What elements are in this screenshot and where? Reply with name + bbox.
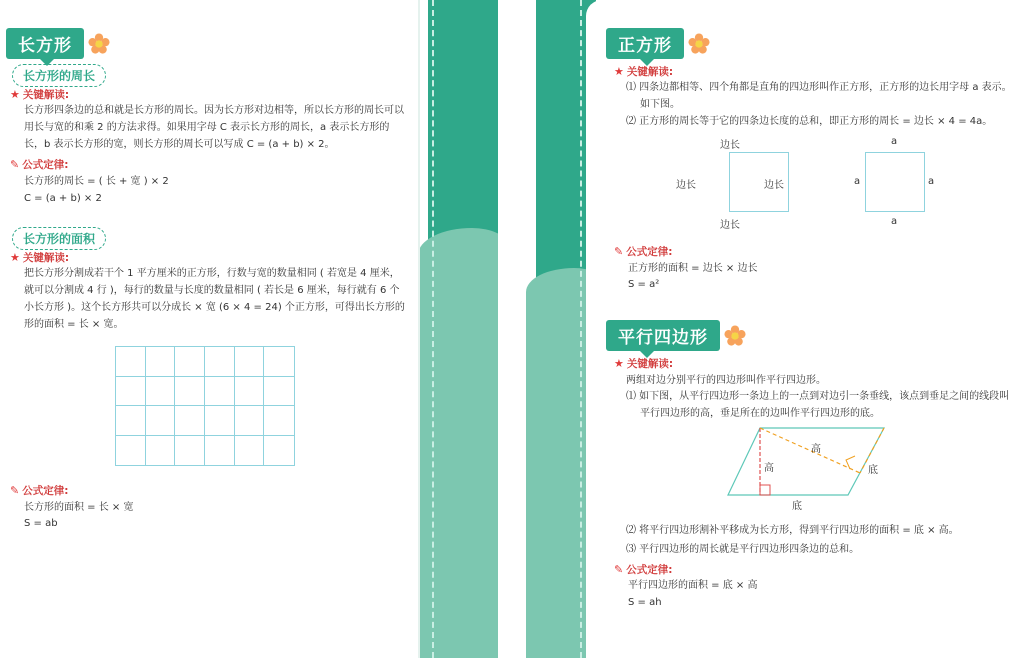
parallelogram-formula-2: S = ah xyxy=(628,597,662,608)
key-label: ★ 关键解读: xyxy=(10,251,70,264)
square-formula-1: 正方形的面积 = 边长 × 边长 xyxy=(628,263,758,274)
formula-label: ✎ 公式定律: xyxy=(614,245,673,258)
section-title-text: 正方形 xyxy=(606,28,684,59)
parallelogram-item-3: ⑶ 平行四边形的周长就是平行四边形四条边的总和。 xyxy=(626,544,860,555)
square-formula-2: S = a² xyxy=(628,279,660,290)
square-side-label-top: 边长 xyxy=(720,140,740,151)
parallelogram-diagram xyxy=(724,425,889,500)
square-item-1: ⑴ 四条边都相等、四个角都是直角的四边形叫作正方形，正方形的边长用字母 a 表示。如下图。 xyxy=(626,82,1012,110)
parallelogram-base-label-right: 底 xyxy=(868,465,878,476)
square-diagram-a xyxy=(865,152,925,212)
parallelogram-formula-1: 平行四边形的面积 = 底 × 高 xyxy=(628,580,758,591)
section-title-parallelogram xyxy=(606,320,746,351)
parallelogram-item-2: ⑵ 将平行四边形割补平移成为长方形，得到平行四边形的面积 = 底 × 高。 xyxy=(626,525,959,536)
square-side-label-left: 边长 xyxy=(676,180,696,191)
formula-label: ✎ 公式定律: xyxy=(10,484,69,497)
left-page xyxy=(0,0,420,658)
square-a-label-left: a xyxy=(854,176,861,187)
parallelogram-item-1: ⑴ 如下图，从平行四边形一条边上的一点到对边引一条垂线，该点到垂足之间的线段叫平行四边形的高，垂足所在的边叫作平行四边形的底。 xyxy=(626,391,1010,419)
pen-icon: ✎ xyxy=(10,158,20,171)
pen-icon: ✎ xyxy=(10,484,20,497)
square-a-label-right: a xyxy=(928,176,935,187)
perimeter-formula-2: C = (a + b) × 2 xyxy=(24,193,102,204)
star-icon: ★ xyxy=(614,65,624,78)
square-side-label-bottom: 边长 xyxy=(720,220,740,231)
parallelogram-intro: 两组对边分别平行的四边形叫作平行四边形。 xyxy=(626,375,826,386)
flower-icon xyxy=(688,33,710,55)
right-page xyxy=(586,0,1024,658)
formula-label: ✎ 公式定律: xyxy=(614,563,673,576)
section-title-text: 长方形 xyxy=(6,28,84,59)
perimeter-formula-1: 长方形的周长 = ( 长 + 宽 ) × 2 xyxy=(24,176,169,187)
key-label: ★ 关键解读: xyxy=(614,65,674,78)
flower-icon xyxy=(88,33,110,55)
key-label: ★ 关键解读: xyxy=(10,88,70,101)
section-title-square xyxy=(606,28,710,59)
parallelogram-base-label: 底 xyxy=(792,501,802,512)
pen-icon: ✎ xyxy=(614,563,624,576)
unit-square-grid xyxy=(115,346,295,466)
perimeter-key-text: 长方形四条边的总和就是长方形的周长。因为长方形对边相等，所以长方形的周长可以用长与宽的和乘 2 的方法求得。如果用字母 C 表示长方形的周长，a 表示长方形的长，b 表示长方形的宽，则长方形的周长可以写成 C = (a + b) × 2。 xyxy=(24,105,404,150)
square-a-label-top: a xyxy=(891,136,898,147)
parallelogram-height-label: 高 xyxy=(764,463,774,474)
star-icon: ★ xyxy=(614,357,624,370)
parallelogram-height-label-slant: 高 xyxy=(811,444,821,455)
area-formula-2: S = ab xyxy=(24,518,58,529)
section-title-rectangle xyxy=(6,28,110,59)
star-icon: ★ xyxy=(10,88,20,101)
formula-label: ✎ 公式定律: xyxy=(10,158,69,171)
flower-icon xyxy=(724,325,746,347)
pen-icon: ✎ xyxy=(614,245,624,258)
binding-strip-left xyxy=(428,0,498,658)
subtitle-area: 长方形的面积 xyxy=(12,227,106,250)
square-side-label-right: 边长 xyxy=(764,180,784,191)
area-key-text: 把长方形分割成若干个 1 平方厘米的正方形，行数与宽的数量相同 ( 若宽是 4 厘米，就可以分割成 4 行 )，每行的数量与长度的数量相同 ( 若长是 6 厘米，每行就有 6 个小长方形 )。这个长方形共可以分成长 × 宽 (6 × 4 = 24) 个正方形，可得出长方形的形的面积 = 长 × 宽。 xyxy=(24,268,405,330)
square-a-label-bottom: a xyxy=(891,216,898,227)
subtitle-perimeter: 长方形的周长 xyxy=(12,64,106,87)
square-item-2: ⑵ 正方形的周长等于它的四条边长度的总和，即正方形的周长 = 边长 × 4 = 4a。 xyxy=(626,116,993,127)
area-formula-1: 长方形的面积 = 长 × 宽 xyxy=(24,502,134,513)
key-label: ★ 关键解读: xyxy=(614,357,674,370)
star-icon: ★ xyxy=(10,251,20,264)
section-title-text: 平行四边形 xyxy=(606,320,720,351)
